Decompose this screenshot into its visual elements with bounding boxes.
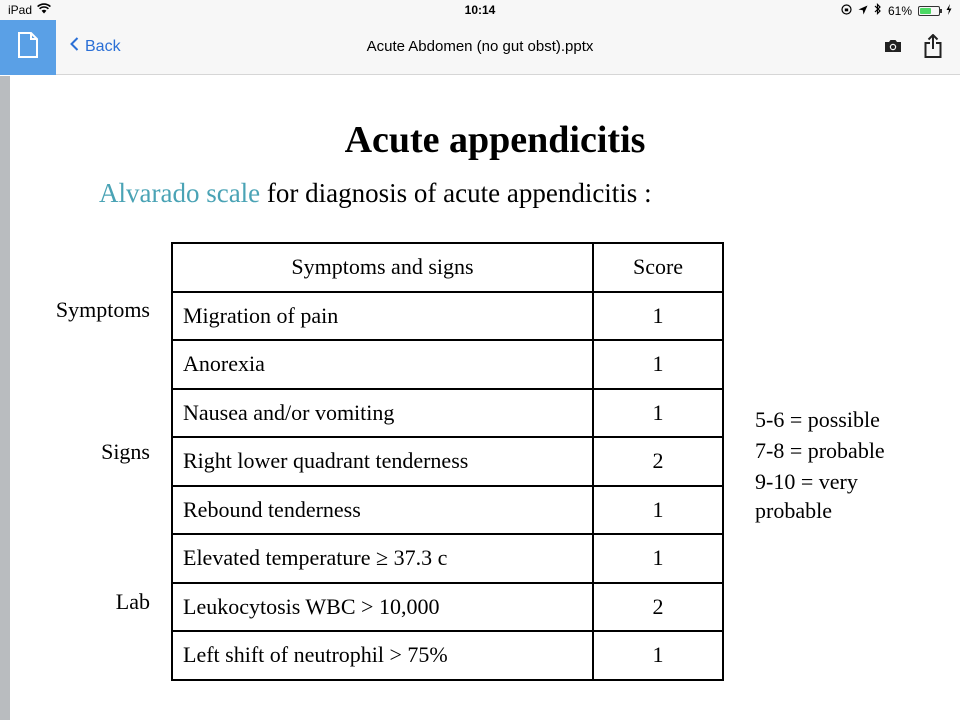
subtitle-text: for diagnosis of acute appendicitis :: [260, 178, 652, 208]
table-row: [172, 437, 723, 486]
table-row: [172, 389, 723, 438]
row-score: 1: [593, 340, 723, 389]
orientation-lock-icon: [841, 4, 852, 18]
side-label-symptoms: Symptoms: [55, 297, 150, 322]
header-symptoms-and-signs: Symptoms and signs: [172, 243, 593, 292]
row-score: 1: [593, 486, 723, 535]
table-row: [172, 486, 723, 535]
row-item: Rebound tenderness: [172, 486, 593, 535]
status-time: 10:14: [464, 3, 496, 17]
navigation-bar: [0, 20, 960, 75]
charging-icon: [946, 4, 952, 18]
slide: [10, 76, 960, 720]
legend-item: 7-8 = probable: [755, 437, 885, 463]
table-header-row: [172, 243, 723, 292]
row-item: Right lower quadrant tenderness: [172, 437, 593, 486]
row-item: Anorexia: [172, 340, 593, 389]
header-score: Score: [593, 243, 723, 292]
left-margin-strip: [0, 76, 10, 720]
legend-item: 5-6 = possible: [755, 407, 880, 432]
row-item: Elevated temperature ≥ 37.3 c: [172, 534, 593, 583]
back-label: Back: [85, 37, 121, 55]
alvarado-scale-link: Alvarado scale: [99, 178, 261, 208]
row-item: Leukocytosis WBC > 10,000: [172, 583, 593, 632]
row-item: Nausea and/or vomiting: [172, 389, 593, 438]
row-item: Left shift of neutrophil > 75%: [172, 631, 593, 680]
slide-title: Acute appendicitis: [344, 119, 646, 161]
battery-icon: [918, 6, 940, 16]
legend-item: 9-10 = very probable: [755, 468, 858, 524]
table-row: [172, 534, 723, 583]
battery-tip: [940, 9, 942, 13]
device-name: iPad: [8, 3, 33, 17]
nav-actions: [884, 34, 942, 63]
table-row: [172, 631, 723, 680]
battery-fill: [920, 8, 931, 14]
side-label-lab: Lab: [115, 589, 150, 614]
row-score: 1: [593, 292, 723, 341]
row-item: Migration of pain: [172, 292, 593, 341]
status-right: [841, 3, 952, 18]
score-interpretation-legend: [755, 405, 915, 526]
side-label-signs: Signs: [101, 439, 150, 464]
row-score: 1: [593, 631, 723, 680]
table-row: [172, 340, 723, 389]
share-icon[interactable]: [924, 34, 942, 63]
row-score: 1: [593, 389, 723, 438]
row-score: 2: [593, 583, 723, 632]
table-row: [172, 583, 723, 632]
status-bar: [0, 0, 960, 20]
alvarado-score-table: [171, 242, 724, 681]
row-score: 1: [593, 534, 723, 583]
bluetooth-icon: [874, 3, 882, 18]
document-title: Acute Abdomen (no gut obst).pptx: [366, 38, 594, 55]
row-score: 2: [593, 437, 723, 486]
table-row: [172, 292, 723, 341]
camera-icon[interactable]: [884, 39, 902, 58]
battery-percent: 61%: [887, 3, 912, 18]
slide-subtitle: [99, 178, 652, 209]
location-icon: [858, 4, 868, 18]
